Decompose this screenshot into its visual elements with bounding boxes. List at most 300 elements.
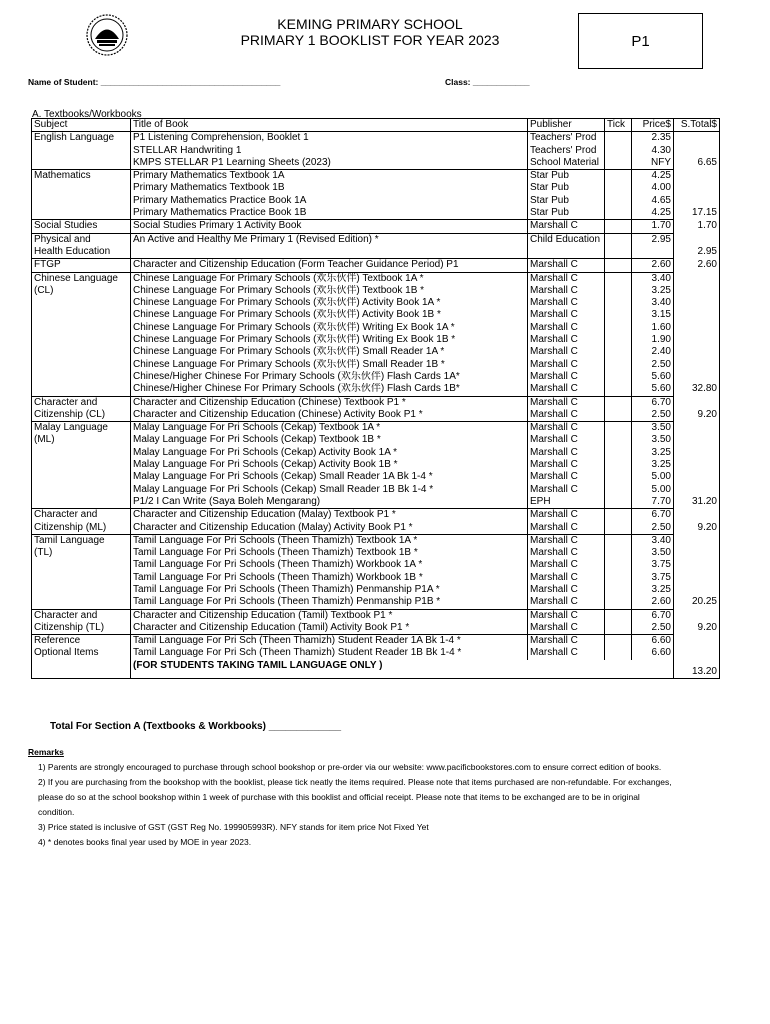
cell-stotal	[674, 534, 720, 547]
cell-tick-box[interactable]	[605, 220, 632, 233]
cell-price: 7.70	[632, 496, 674, 509]
cell-stotal: 17.15	[674, 207, 720, 220]
booklist-title: PRIMARY 1 BOOKLIST FOR YEAR 2023	[240, 32, 500, 48]
table-row	[32, 434, 720, 446]
cell-title: Primary Mathematics Practice Book 1B	[131, 207, 528, 220]
cell-price: 6.60	[632, 635, 674, 648]
cell-subject: Mathematics	[32, 170, 131, 183]
cell-tick-box[interactable]	[605, 309, 632, 321]
table-row	[32, 220, 720, 233]
remarks-heading: Remarks	[28, 747, 64, 757]
cell-publisher: Teachers' Prod	[528, 132, 605, 145]
cell-publisher: Marshall C	[528, 346, 605, 358]
cell-price: 2.35	[632, 132, 674, 145]
cell-title: P1/2 I Can Write (Saya Boleh Mengarang)	[131, 496, 528, 509]
cell-stotal	[674, 182, 720, 194]
cell-title: Chinese/Higher Chinese For Primary Schools (欢乐伙伴) Flash Cards 1A*	[131, 371, 528, 383]
cell-tick-box[interactable]	[605, 559, 632, 571]
cell-tick-box[interactable]	[605, 272, 632, 285]
cell-subject	[32, 297, 131, 309]
cell-subject	[32, 195, 131, 207]
cell-publisher: Star Pub	[528, 170, 605, 183]
cell-tick-box[interactable]	[605, 334, 632, 346]
cell-title: Chinese Language For Primary Schools (欢乐伙伴) Writing Ex Book 1B *	[131, 334, 528, 346]
cell-subject	[32, 383, 131, 396]
cell-price: 3.50	[632, 434, 674, 446]
cell-stotal: 2.95	[674, 246, 720, 259]
cell-publisher: Marshall C	[528, 371, 605, 383]
cell-price: 6.70	[632, 509, 674, 522]
cell-title: Chinese Language For Primary Schools (欢乐伙伴) Activity Book 1A *	[131, 297, 528, 309]
cell-stotal	[674, 346, 720, 358]
cell-subject: Character and	[32, 396, 131, 409]
cell-publisher: School Material	[528, 157, 605, 170]
table-row	[32, 522, 720, 535]
cell-price: 3.50	[632, 547, 674, 559]
cell-subject: English Language	[32, 132, 131, 145]
cell-title: KMPS STELLAR P1 Learning Sheets (2023)	[131, 157, 528, 170]
cell-tick-box[interactable]	[605, 346, 632, 358]
cell-subject	[32, 471, 131, 483]
cell-publisher: Marshall C	[528, 383, 605, 396]
cell-tick-box[interactable]	[605, 157, 632, 170]
cell-subject: Tamil Language	[32, 534, 131, 547]
cell-stotal	[674, 396, 720, 409]
cell-publisher: Marshall C	[528, 396, 605, 409]
remark-item: 2) If you are purchasing from the bookshop with the booklist, please tick neatly the items required. Please note that items purchased are non-refundable. For exchanges,	[38, 777, 672, 787]
cell-price: 3.25	[632, 459, 674, 471]
school-crest-logo	[86, 14, 128, 56]
cell-title: Character and Citizenship Education (Chinese) Textbook P1 *	[131, 396, 528, 409]
table-row	[32, 534, 720, 547]
section-a-title: A. Textbooks/Workbooks	[32, 109, 142, 120]
remark-item: 3) Price stated is inclusive of GST (GST Reg No. 199905993R). NFY stands for item price Not Fixed Yet	[38, 822, 429, 832]
table-row	[32, 259, 720, 272]
table-row	[32, 334, 720, 346]
cell-stotal	[674, 132, 720, 145]
col-header-tick: Tick	[605, 119, 632, 132]
cell-tick-box[interactable]	[605, 647, 632, 659]
table-row	[32, 157, 720, 170]
cell-publisher: Marshall C	[528, 622, 605, 635]
cell-tick-box[interactable]	[605, 285, 632, 297]
cell-stotal: 9.20	[674, 622, 720, 635]
cell-title: Chinese Language For Primary Schools (欢乐伙伴) Small Reader 1B *	[131, 359, 528, 371]
cell-title: Tamil Language For Pri Schools (Theen Thamizh) Textbook 1A *	[131, 534, 528, 547]
cell-publisher: Marshall C	[528, 647, 605, 659]
table-row	[32, 609, 720, 622]
cell-price: 3.40	[632, 272, 674, 285]
cell-tick-box[interactable]	[605, 233, 632, 246]
cell-title: Malay Language For Pri Schools (Cekap) Small Reader 1B Bk 1-4 *	[131, 484, 528, 496]
cell-tick-box[interactable]	[605, 297, 632, 309]
remark-item: condition.	[38, 807, 75, 817]
cell-stotal	[674, 635, 720, 648]
cell-title: Tamil Language For Pri Sch (Theen Thamizh) Student Reader 1A Bk 1-4 *	[131, 635, 528, 648]
cell-stotal	[674, 647, 720, 659]
table-row	[32, 246, 720, 259]
cell-tick-box[interactable]	[605, 207, 632, 220]
cell-tick-box[interactable]	[605, 195, 632, 207]
cell-subject	[32, 584, 131, 596]
cell-title: Tamil Language For Pri Schools (Theen Thamizh) Penmanship P1A *	[131, 584, 528, 596]
cell-stotal	[674, 195, 720, 207]
table-row	[32, 635, 720, 648]
cell-title: Character and Citizenship Education (Tamil) Activity Book P1 *	[131, 622, 528, 635]
table-row	[32, 584, 720, 596]
remarks-section	[28, 745, 728, 850]
table-row	[32, 396, 720, 409]
cell-tick-box[interactable]	[605, 383, 632, 396]
cell-subject: Chinese Language	[32, 272, 131, 285]
cell-publisher: Marshall C	[528, 334, 605, 346]
cell-tick-box[interactable]	[605, 359, 632, 371]
table-row	[32, 371, 720, 383]
cell-stotal	[674, 471, 720, 483]
cell-subject	[32, 660, 131, 679]
cell-stotal	[674, 547, 720, 559]
cell-price: 2.50	[632, 622, 674, 635]
cell-price: 4.25	[632, 170, 674, 183]
cell-subject: Citizenship (CL)	[32, 409, 131, 422]
cell-stotal	[674, 297, 720, 309]
table-row	[32, 547, 720, 559]
cell-publisher: Marshall C	[528, 596, 605, 609]
table-row	[32, 285, 720, 297]
cell-stotal: 20.25	[674, 596, 720, 609]
cell-title: P1 Listening Comprehension, Booklet 1	[131, 132, 528, 145]
table-row	[32, 509, 720, 522]
cell-tick-box[interactable]	[605, 434, 632, 446]
cell-publisher: Marshall C	[528, 322, 605, 334]
cell-publisher: Marshall C	[528, 471, 605, 483]
cell-subject: FTGP	[32, 259, 131, 272]
cell-stotal: 13.20	[674, 660, 720, 679]
cell-stotal	[674, 309, 720, 321]
cell-tick-box[interactable]	[605, 145, 632, 157]
table-footnote-row	[32, 660, 720, 679]
cell-price: 3.75	[632, 559, 674, 571]
cell-publisher: Marshall C	[528, 522, 605, 535]
table-row	[32, 145, 720, 157]
cell-title: Primary Mathematics Textbook 1A	[131, 170, 528, 183]
cell-subject: Citizenship (TL)	[32, 622, 131, 635]
student-name-field[interactable]: Name of Student: ______________________________________	[28, 77, 281, 87]
cell-price: 2.95	[632, 233, 674, 246]
cell-title: Character and Citizenship Education (Form Teacher Guidance Period) P1	[131, 259, 528, 272]
cell-price: 2.50	[632, 409, 674, 422]
col-header-subject: Subject	[32, 119, 131, 132]
cell-publisher: Marshall C	[528, 572, 605, 584]
cell-stotal	[674, 422, 720, 435]
cell-tick-box[interactable]	[605, 622, 632, 635]
cell-subject	[32, 447, 131, 459]
cell-tick-box[interactable]	[605, 322, 632, 334]
cell-tick-box[interactable]	[605, 409, 632, 422]
cell-subject	[32, 145, 131, 157]
cell-title: Primary Mathematics Textbook 1B	[131, 182, 528, 194]
cell-publisher: EPH	[528, 496, 605, 509]
cell-stotal: 32.80	[674, 383, 720, 396]
table-row	[32, 484, 720, 496]
cell-tick-box[interactable]	[605, 547, 632, 559]
cell-subject	[32, 596, 131, 609]
cell-subject: Character and	[32, 509, 131, 522]
cell-subject: Health Education	[32, 246, 131, 259]
school-name: KEMING PRIMARY SCHOOL	[277, 16, 463, 32]
cell-subject: (ML)	[32, 434, 131, 446]
remark-item: 4) * denotes books final year used by MOE in year 2023.	[38, 837, 252, 847]
cell-tick-box[interactable]	[605, 522, 632, 535]
cell-stotal	[674, 584, 720, 596]
table-row	[32, 322, 720, 334]
cell-publisher: Teachers' Prod	[528, 145, 605, 157]
cell-subject	[32, 459, 131, 471]
cell-price: 5.00	[632, 471, 674, 483]
table-row	[32, 170, 720, 183]
cell-publisher: Marshall C	[528, 220, 605, 233]
cell-title: Chinese Language For Primary Schools (欢乐伙伴) Writing Ex Book 1A *	[131, 322, 528, 334]
cell-publisher: Marshall C	[528, 635, 605, 648]
cell-subject: (TL)	[32, 547, 131, 559]
cell-tick-box[interactable]	[605, 509, 632, 522]
cell-stotal: 9.20	[674, 409, 720, 422]
cell-price: 3.25	[632, 285, 674, 297]
cell-price: 2.60	[632, 259, 674, 272]
section-a-total-line[interactable]: Total For Section A (Textbooks & Workbooks) _____________	[50, 721, 342, 732]
cell-publisher: Child Education	[528, 233, 605, 246]
cell-publisher: Marshall C	[528, 422, 605, 435]
cell-price: 5.60	[632, 371, 674, 383]
cell-tick-box[interactable]	[605, 635, 632, 648]
cell-tick-box[interactable]	[605, 534, 632, 547]
cell-stotal: 9.20	[674, 522, 720, 535]
cell-stotal	[674, 359, 720, 371]
cell-stotal	[674, 145, 720, 157]
cell-tick-box[interactable]	[605, 584, 632, 596]
cell-title: Malay Language For Pri Schools (Cekap) Activity Book 1A *	[131, 447, 528, 459]
cell-publisher: Marshall C	[528, 559, 605, 571]
cell-publisher: Marshall C	[528, 509, 605, 522]
table-row	[32, 596, 720, 609]
cell-subject	[32, 334, 131, 346]
cell-subject	[32, 572, 131, 584]
cell-price: 2.50	[632, 359, 674, 371]
cell-tick-box[interactable]	[605, 572, 632, 584]
cell-title: Chinese Language For Primary Schools (欢乐伙伴) Textbook 1A *	[131, 272, 528, 285]
cell-subject	[32, 484, 131, 496]
cell-publisher: Marshall C	[528, 459, 605, 471]
cell-price	[632, 246, 674, 259]
table-row	[32, 459, 720, 471]
cell-tick-box[interactable]	[605, 496, 632, 509]
level-box	[578, 13, 703, 69]
cell-title: STELLAR Handwriting 1	[131, 145, 528, 157]
cell-title: Chinese Language For Primary Schools (欢乐伙伴) Activity Book 1B *	[131, 309, 528, 321]
cell-price: 1.70	[632, 220, 674, 233]
cell-tick-box[interactable]	[605, 132, 632, 145]
cell-price: 3.40	[632, 534, 674, 547]
cell-tick-box[interactable]	[605, 259, 632, 272]
cell-tick-box[interactable]	[605, 459, 632, 471]
cell-title: Chinese Language For Primary Schools (欢乐伙伴) Small Reader 1A *	[131, 346, 528, 358]
cell-title: Malay Language For Pri Schools (Cekap) Textbook 1A *	[131, 422, 528, 435]
cell-publisher	[528, 246, 605, 259]
cell-price: 2.60	[632, 596, 674, 609]
table-row	[32, 496, 720, 509]
cell-subject	[32, 371, 131, 383]
cell-stotal	[674, 509, 720, 522]
table-row	[32, 383, 720, 396]
cell-publisher: Marshall C	[528, 447, 605, 459]
cell-subject: Citizenship (ML)	[32, 522, 131, 535]
cell-price: 6.70	[632, 396, 674, 409]
cell-price: 3.40	[632, 297, 674, 309]
cell-stotal: 2.60	[674, 259, 720, 272]
cell-price: 2.40	[632, 346, 674, 358]
table-row	[32, 272, 720, 285]
cell-title: Chinese/Higher Chinese For Primary Schools (欢乐伙伴) Flash Cards 1B*	[131, 383, 528, 396]
cell-tick-box[interactable]	[605, 246, 632, 259]
cell-subject: Reference	[32, 635, 131, 648]
cell-publisher: Marshall C	[528, 409, 605, 422]
cell-subject	[32, 496, 131, 509]
cell-subject: (CL)	[32, 285, 131, 297]
cell-stotal	[674, 559, 720, 571]
cell-publisher: Marshall C	[528, 285, 605, 297]
table-row	[32, 297, 720, 309]
table-row	[32, 132, 720, 145]
cell-price: NFY	[632, 157, 674, 170]
cell-price: 6.70	[632, 609, 674, 622]
cell-title: Tamil Language For Pri Schools (Theen Thamizh) Workbook 1B *	[131, 572, 528, 584]
cell-publisher: Marshall C	[528, 359, 605, 371]
cell-tick-box[interactable]	[605, 447, 632, 459]
cell-title: Primary Mathematics Practice Book 1A	[131, 195, 528, 207]
cell-stotal	[674, 572, 720, 584]
cell-tick-box[interactable]	[605, 471, 632, 483]
cell-subject	[32, 322, 131, 334]
cell-stotal	[674, 233, 720, 246]
cell-price: 1.90	[632, 334, 674, 346]
cell-subject	[32, 309, 131, 321]
tamil-only-note: (FOR STUDENTS TAKING TAMIL LANGUAGE ONLY )	[131, 660, 674, 679]
cell-price: 6.60	[632, 647, 674, 659]
table-row	[32, 622, 720, 635]
cell-publisher: Marshall C	[528, 484, 605, 496]
cell-publisher: Marshall C	[528, 309, 605, 321]
cell-price: 3.25	[632, 584, 674, 596]
document-title	[180, 16, 560, 48]
table-row	[32, 559, 720, 571]
cell-publisher: Marshall C	[528, 272, 605, 285]
remark-item: please do so at the school bookshop within 1 week of purchase with this booklist and official receipt. Please note that items to be exchanged are to be in original	[38, 792, 640, 802]
cell-title: Tamil Language For Pri Schools (Theen Thamizh) Penmanship P1B *	[131, 596, 528, 609]
cell-subject: Social Studies	[32, 220, 131, 233]
cell-tick-box[interactable]	[605, 422, 632, 435]
cell-title	[131, 246, 528, 259]
table-row	[32, 309, 720, 321]
cell-price: 5.60	[632, 383, 674, 396]
cell-subject	[32, 182, 131, 194]
cell-title: Character and Citizenship Education (Malay) Textbook P1 *	[131, 509, 528, 522]
cell-price: 4.30	[632, 145, 674, 157]
cell-price: 3.15	[632, 309, 674, 321]
cell-tick-box[interactable]	[605, 484, 632, 496]
booklist-table-body	[32, 119, 720, 679]
cell-stotal	[674, 285, 720, 297]
cell-tick-box[interactable]	[605, 596, 632, 609]
cell-stotal	[674, 484, 720, 496]
cell-subject: Optional Items	[32, 647, 131, 659]
cell-stotal: 1.70	[674, 220, 720, 233]
cell-subject	[32, 157, 131, 170]
cell-tick-box[interactable]	[605, 182, 632, 194]
level-label: P1	[631, 33, 650, 50]
col-header-publisher: Publisher	[528, 119, 605, 132]
cell-tick-box[interactable]	[605, 396, 632, 409]
cell-publisher: Marshall C	[528, 547, 605, 559]
cell-title: Character and Citizenship Education (Chinese) Activity Book P1 *	[131, 409, 528, 422]
cell-title: Social Studies Primary 1 Activity Book	[131, 220, 528, 233]
table-header-row	[32, 119, 720, 132]
cell-stotal	[674, 447, 720, 459]
cell-price: 2.50	[632, 522, 674, 535]
cell-price: 4.00	[632, 182, 674, 194]
cell-subject	[32, 559, 131, 571]
cell-subject: Malay Language	[32, 422, 131, 435]
cell-stotal	[674, 459, 720, 471]
class-field[interactable]: Class: ____________	[445, 77, 530, 87]
cell-stotal	[674, 334, 720, 346]
cell-subject	[32, 359, 131, 371]
cell-publisher: Star Pub	[528, 182, 605, 194]
cell-tick-box[interactable]	[605, 609, 632, 622]
cell-title: Character and Citizenship Education (Malay) Activity Book P1 *	[131, 522, 528, 535]
table-row	[32, 447, 720, 459]
cell-title: Malay Language For Pri Schools (Cekap) Small Reader 1A Bk 1-4 *	[131, 471, 528, 483]
table-row	[32, 572, 720, 584]
cell-stotal	[674, 434, 720, 446]
table-row	[32, 409, 720, 422]
table-row	[32, 233, 720, 246]
cell-publisher: Marshall C	[528, 434, 605, 446]
cell-stotal	[674, 609, 720, 622]
cell-tick-box[interactable]	[605, 170, 632, 183]
cell-subject	[32, 207, 131, 220]
cell-subject: Physical and	[32, 233, 131, 246]
cell-title: Malay Language For Pri Schools (Cekap) Textbook 1B *	[131, 434, 528, 446]
cell-price: 3.50	[632, 422, 674, 435]
cell-stotal	[674, 272, 720, 285]
table-row	[32, 647, 720, 659]
table-row	[32, 359, 720, 371]
cell-subject	[32, 346, 131, 358]
cell-price: 4.65	[632, 195, 674, 207]
table-row	[32, 346, 720, 358]
cell-title: Malay Language For Pri Schools (Cekap) Activity Book 1B *	[131, 459, 528, 471]
cell-tick-box[interactable]	[605, 371, 632, 383]
cell-publisher: Star Pub	[528, 207, 605, 220]
cell-title: Character and Citizenship Education (Tamil) Textbook P1 *	[131, 609, 528, 622]
col-header-title: Title of Book	[131, 119, 528, 132]
cell-title: Tamil Language For Pri Sch (Theen Thamizh) Student Reader 1B Bk 1-4 *	[131, 647, 528, 659]
cell-stotal	[674, 170, 720, 183]
table-row	[32, 182, 720, 194]
cell-stotal	[674, 322, 720, 334]
cell-stotal	[674, 371, 720, 383]
col-header-price: Price$	[632, 119, 674, 132]
